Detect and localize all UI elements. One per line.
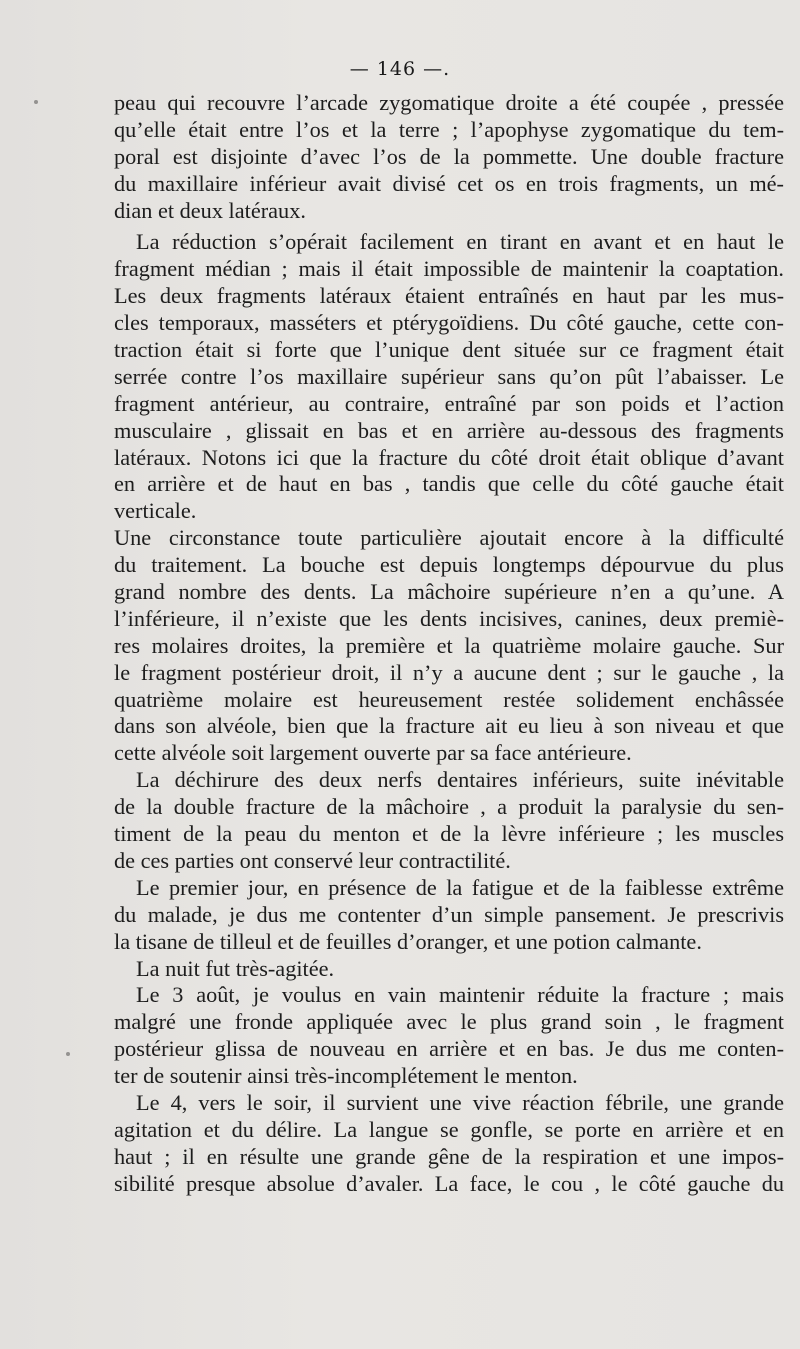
text-line: ter de soutenir ainsi très-incomplétement le menton.	[114, 1063, 578, 1089]
text-line: fragment médian ; mais il était impossible de maintenir la coaptation.	[114, 256, 784, 282]
text-line: serrée contre l’os maxillaire supérieur sans qu’on pût l’abaisser. Le	[114, 363, 784, 389]
text-line: latéraux. Notons ici que la fracture du côté droit était oblique d’avant	[114, 444, 784, 470]
paragraph	[114, 90, 784, 224]
text-line: sibilité presque absolue d’avaler. La face, le cou , le côté gauche du	[114, 1170, 784, 1196]
text-line: agitation et du délire. La langue se gonfle, se porte en arrière et en	[114, 1116, 784, 1142]
text-line: de ces parties ont conservé leur contractilité.	[114, 847, 511, 873]
margin-speck	[66, 1052, 70, 1056]
paragraph	[114, 767, 784, 875]
text-line: dian et deux latéraux.	[114, 197, 306, 223]
text-line: en arrière et de haut en bas , tandis que celle du côté gauche était	[114, 471, 784, 497]
text-line: l’inférieure, il n’existe que les dents incisives, canines, deux premiè-	[114, 605, 784, 631]
text-line: dans son alvéole, bien que la fracture ait eu lieu à son niveau et que	[114, 713, 784, 739]
text-line: timent de la peau du menton et de la lèvre inférieure ; les muscles	[114, 821, 784, 847]
text-line: fragment antérieur, au contraire, entraîné par son poids et l’action	[114, 390, 784, 416]
page-number: — 146 —.	[349, 58, 451, 80]
text-line: du traitement. La bouche est depuis longtemps dépourvue du plus	[114, 552, 784, 578]
text-line: le fragment postérieur droit, il n’y a aucune dent ; sur le gauche , la	[114, 659, 784, 685]
text-line: du malade, je dus me contenter d’un simple pansement. Je prescrivis	[114, 901, 784, 927]
paragraph	[114, 982, 784, 1090]
text-line: qu’elle était entre l’os et la terre ; l’apophyse zygomatique du tem-	[114, 116, 784, 142]
text-line: Le 4, vers le soir, il survient une vive réaction fébrile, une grande	[136, 1089, 784, 1115]
paragraph	[114, 229, 784, 525]
text-line: peau qui recouvre l’arcade zygomatique droite a été coupée , pressée	[114, 90, 784, 115]
text-line: quatrième molaire est heureusement restée solidement enchâssée	[114, 686, 784, 712]
text-line: de la double fracture de la mâchoire , a produit la paralysie du sen-	[114, 794, 784, 820]
margin-speck	[34, 100, 38, 104]
text-line: La nuit fut très-agitée.	[136, 955, 335, 981]
text-line: cette alvéole soit largement ouverte par sa face antérieure.	[114, 740, 632, 766]
text-line: verticale.	[114, 498, 197, 524]
paragraph	[114, 525, 784, 767]
text-line: du maxillaire inférieur avait divisé cet os en trois fragments, un mé-	[114, 170, 784, 196]
text-line: haut ; il en résulte une grande gêne de la respiration et une impos-	[114, 1143, 784, 1169]
text-line: poral est disjointe d’avec l’os de la pommette. Une double fracture	[114, 143, 784, 169]
paragraph	[114, 1090, 784, 1198]
text-line: Le premier jour, en présence de la fatigue et de la faiblesse extrême	[136, 874, 784, 900]
paragraph	[114, 956, 784, 983]
text-line: cles temporaux, masséters et ptérygoïdiens. Du côté gauche, cette con-	[114, 310, 784, 336]
paragraph	[114, 875, 784, 956]
text-line: la tisane de tilleul et de feuilles d’oranger, et une potion calmante.	[114, 928, 702, 954]
text-line: traction était si forte que l’unique dent située sur ce fragment était	[114, 337, 784, 363]
text-line: Le 3 août, je voulus en vain maintenir réduite la fracture ; mais	[136, 982, 784, 1008]
text-line: postérieur glissa de nouveau en arrière et en bas. Je dus me conten-	[114, 1036, 784, 1062]
text-line: musculaire , glissait en bas et en arrière au-dessous des fragments	[114, 417, 784, 443]
body-text	[114, 90, 784, 1198]
text-line: malgré une fronde appliquée avec le plus grand soin , le fragment	[114, 1009, 784, 1035]
text-line: grand nombre des dents. La mâchoire supérieure n’en a qu’une. A	[114, 579, 784, 605]
text-line: Une circonstance toute particulière ajoutait encore à la difficulté	[114, 525, 784, 551]
text-line: La réduction s’opérait facilement en tirant en avant et en haut le	[136, 229, 784, 255]
text-line: Les deux fragments latéraux étaient entraînés en haut par les mus-	[114, 283, 784, 309]
text-line: La déchirure des deux nerfs dentaires inférieurs, suite inévitable	[136, 767, 784, 793]
text-line: res molaires droites, la première et la quatrième molaire gauche. Sur	[114, 632, 784, 658]
